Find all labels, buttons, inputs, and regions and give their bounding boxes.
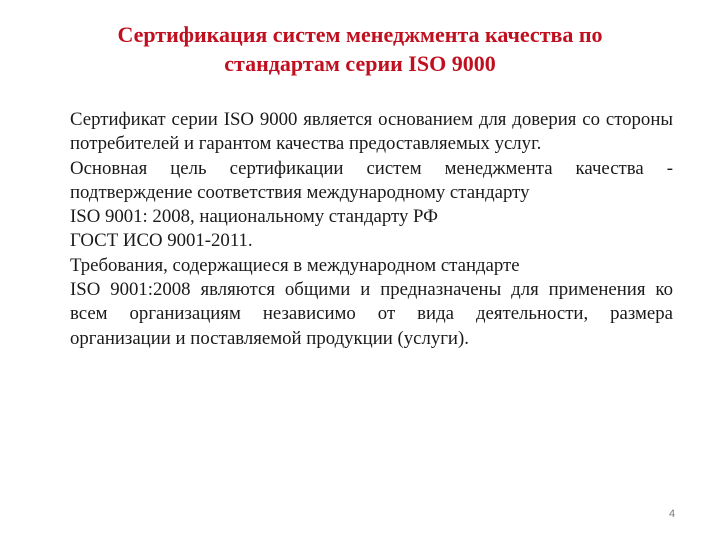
paragraph-main-goal: Основная цель сертификации систем менеджмента качества - подтверждение соответствия международному стандарту [70,157,673,203]
slide-body [70,108,673,351]
paragraph-requirements: Требования, содержащиеся в международном стандарте [70,254,520,276]
paragraph-certificate-basis: Сертификат серии ISO 9000 является основанием для доверия со стороны потребителей и гарантом качества предоставляемых услуг. [70,109,673,155]
slide-title-line-1: Сертификация систем менеджмента качества по [117,22,603,47]
slide-title [60,20,660,78]
slide-title-line-2: стандартам серии ISO 9000 [224,51,496,76]
paragraph-gost: ГОСТ ИСО 9001-2011. [70,230,253,252]
paragraph-iso-general: ISO 9001:2008 являются общими и предназначены для применения ко всем организациям независимо от вида деятельности, размера организации и поставляемой продукции (услуги). [70,279,673,349]
paragraph-iso-9001-2008: ISO 9001: 2008, национальному стандарту РФ [70,206,439,228]
page-number: 4 [668,508,676,520]
